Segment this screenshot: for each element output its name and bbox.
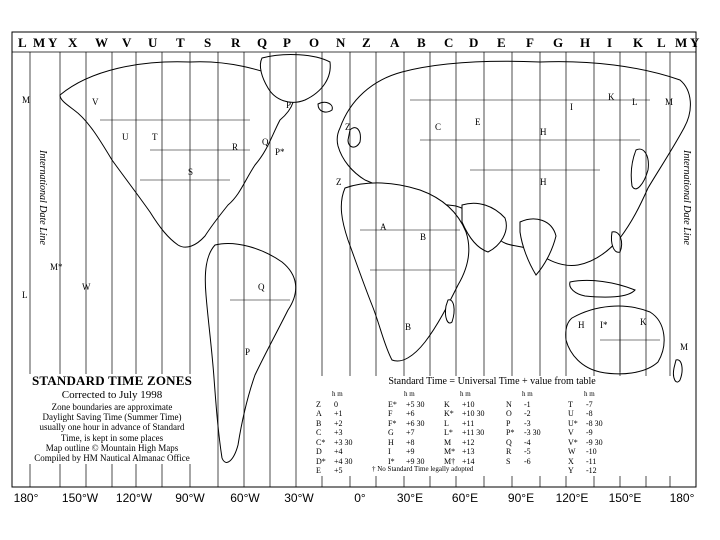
offset-row [506,438,564,448]
zone-letter: P [286,100,292,110]
zone-code: V [568,428,574,437]
longitude-label: 180° [13,491,39,505]
zone-letter: Z [336,177,342,187]
longitude-label: 150°W [61,491,99,505]
zone-letter: W [82,282,91,292]
offset-row [444,438,502,448]
top-zone-letter: H [580,35,591,50]
longitude-label: 120°W [115,491,153,505]
zone-code: L [444,418,449,428]
offset-row [506,409,564,419]
offset-row [568,409,626,419]
zone-code: Z [316,399,321,409]
top-zone-letter: O [309,35,320,50]
offset-row [444,447,502,457]
top-zone-letter: R [231,35,241,50]
zone-letter: B [405,322,412,332]
offset-row [568,419,626,429]
zone-code: A [316,409,322,418]
offset-row [568,438,626,448]
top-zone-letter: Z [362,35,371,50]
top-zone-letter: D [469,35,479,50]
top-zone-letter: E [497,35,506,50]
zone-code: E [316,466,321,475]
longitude-label: 30°W [284,491,314,505]
zone-code: S [506,456,511,466]
offset-row [568,466,626,476]
zone-offset: -1 [524,399,531,409]
zone-letter: L [632,97,638,107]
offset-column-header: h m [460,390,471,398]
zone-offset: +3 [334,428,343,437]
zone-code: W [568,447,576,456]
longitude-label: 150°E [608,491,642,505]
legend-note-4: Time, is kept in some places [60,432,164,443]
offset-row [316,400,374,410]
zone-offset: -2 [524,409,531,418]
idl-label-left: International Date Line [37,150,48,245]
longitude-label: 60°E [451,491,479,505]
top-zone-letter: L [657,35,666,50]
offset-row [568,400,626,410]
zone-offset: +14 [462,456,475,466]
zone-letter: M [22,95,31,105]
zone-letter: T [152,132,158,142]
zone-code: K [444,399,450,409]
madagascar-outline [445,300,454,323]
zone-code: C [316,428,322,437]
longitude-label: 120°E [555,491,589,505]
zone-letter: U [122,132,129,142]
zone-code: K* [444,409,454,418]
offset-row [316,447,374,457]
top-zone-letter: Q [257,35,268,50]
zone-offset: -6 [524,456,531,466]
zone-letter: A [380,222,387,232]
longitude-label: 0° [354,491,366,505]
zone-offset: +2 [334,418,343,428]
top-zone-letter: W [95,35,108,50]
zone-letter: H [540,127,547,137]
offset-row [388,447,446,457]
offset-column [506,390,564,466]
india-outline [520,219,556,275]
zone-offset: +4 [334,447,343,456]
offset-row [316,466,374,476]
zone-offset: +6 30 [406,418,425,428]
zone-letter: Z [345,122,351,132]
zone-offset: +3 30 [334,437,353,447]
offset-table-title: Standard Time = Universal Time + value from table [388,376,596,387]
zone-letter: V [92,97,99,107]
offset-column-header: h m [584,390,595,398]
offset-row [388,419,446,429]
offset-table-note: † No Standard Time legally adopted [372,465,474,473]
zone-code: D* [316,456,326,466]
offset-column [316,390,374,476]
zone-offset: +9 30 [406,456,425,466]
top-zone-letter: A [390,35,400,50]
zone-letter: K [608,92,615,102]
zone-offset: -9 30 [586,437,603,447]
legend-note-2: Daylight Saving Time (Summer Time) [42,411,182,422]
offset-row [506,419,564,429]
zone-offset: +6 [406,409,415,418]
zone-code: R [506,447,512,456]
zone-code: F [388,409,393,418]
zone-offset: -8 [586,409,593,418]
offset-row [506,400,564,410]
zone-letter: M* [50,262,63,272]
zone-code: Q [506,437,512,447]
offset-row [316,428,374,438]
zone-letter: H [540,177,547,187]
zone-code: Y [568,466,574,475]
offset-row [444,400,502,410]
longitude-label: 30°E [396,491,424,505]
zone-code: X [568,456,574,466]
zone-letter: H [578,320,585,330]
zone-letter: I [570,102,573,112]
offset-table [312,376,672,476]
zone-letter: M [665,97,674,107]
longitude-label: 90°W [175,491,205,505]
offset-row [568,457,626,467]
zone-code: U* [568,418,578,428]
zone-offset: -12 [586,466,597,475]
africa-outline [341,183,469,361]
longitude-label: 180° [669,491,695,505]
zone-code: M [444,437,452,447]
offset-row [568,428,626,438]
legend-note-3: usually one hour in advance of Standard [39,422,185,433]
zone-letter: P* [275,147,285,157]
offset-column-header: h m [404,390,415,398]
zone-offset: -3 30 [524,428,541,437]
top-zone-letter: C [444,35,454,50]
zone-code: V* [568,437,578,447]
offset-row [506,457,564,467]
idl-label-right: International Date Line [681,150,692,245]
zone-code: D [316,447,322,456]
zone-code: B [316,418,322,428]
zone-offset: -4 [524,437,531,447]
legend-title: STANDARD TIME ZONES [31,373,193,388]
offset-row [506,428,564,438]
zone-letter: E [475,117,481,127]
zone-offset: -3 [524,418,531,428]
offset-row [444,409,502,419]
longitude-label: 60°W [230,491,260,505]
zone-offset: -7 [586,399,593,409]
offset-row [388,409,446,419]
zone-offset: +10 [462,399,475,409]
top-zone-letter: P [283,35,291,50]
zone-offset: +1 [334,409,343,418]
offset-row [444,428,502,438]
legend-subtitle: Corrected to July 1998 [61,388,163,401]
top-zone-letter: G [553,35,564,50]
south-america-outline [205,244,295,463]
offset-row [316,457,374,467]
zone-code: O [506,409,512,418]
zone-code: I* [388,456,395,466]
legend-box [22,374,202,464]
zone-letter: Q [262,137,269,147]
offset-column-header: h m [332,390,343,398]
north-america-outline [60,62,295,247]
zone-offset: +7 [406,428,415,437]
zone-offset: +10 30 [462,409,485,418]
zone-code: P [506,418,511,428]
top-zone-letter: K [633,35,644,50]
offset-row [506,447,564,457]
zone-code: M† [444,456,456,466]
top-zone-letter: F [526,35,534,50]
zone-offset: +9 [406,447,415,456]
offset-row [316,438,374,448]
offset-row [316,409,374,419]
zone-offset: 0 [334,399,338,409]
top-zone-letter: Y [48,35,58,50]
offset-row [388,400,446,410]
top-zone-letter: U [148,35,158,50]
zone-code: I [388,447,391,456]
bottom-longitude-labels [14,491,695,505]
zone-offset: +4 30 [334,456,353,466]
offset-column [388,390,446,466]
zone-letter: S [188,167,194,177]
top-zone-letter: I [607,35,613,50]
zone-letter: R [232,142,239,152]
zone-offset: -10 [586,447,597,456]
zone-offset: +5 30 [406,399,425,409]
offset-row [388,438,446,448]
zone-code: N [506,399,512,409]
offset-row [568,447,626,457]
zone-code: M* [444,447,456,456]
legend-credit-2: Compiled by HM Nautical Almanac Office [34,453,190,464]
top-zone-letter: T [176,35,185,50]
zone-code: P* [506,428,515,437]
zone-offset: -9 [586,428,593,437]
top-zone-letter: N [336,35,346,50]
zone-letter: M [680,342,689,352]
top-zone-letter: L [18,35,27,50]
top-zone-letter: M [675,35,688,50]
longitude-label: 90°E [507,491,535,505]
offset-column [568,390,626,476]
zone-offset: -8 30 [586,418,603,428]
zone-letter: Q [258,282,265,292]
zone-code: T [568,399,573,409]
top-zone-letter: V [122,35,132,50]
zone-offset: -11 [586,456,597,466]
offset-row [316,419,374,429]
zone-offset: +11 [462,418,475,428]
offset-row [388,428,446,438]
zone-letter: P [245,347,251,357]
zone-offset: +8 [406,437,415,447]
zone-code: G [388,428,394,437]
top-zone-letter: M [33,35,46,50]
iceland-outline [318,102,332,112]
zone-offset: +5 [334,466,343,475]
offset-column-header: h m [522,390,533,398]
top-zone-letter: B [417,35,426,50]
top-zone-letter: S [204,35,212,50]
zone-letter: B [420,232,427,242]
zone-code: H [388,437,394,447]
zone-offset: +12 [462,437,475,447]
legend-credit-1: Map outline © Mountain High Maps [45,442,179,453]
indonesia-outline [570,280,635,297]
zone-offset: +13 [462,447,475,456]
offset-column [444,390,502,466]
zone-code: E* [388,399,397,409]
offset-row [444,419,502,429]
zone-letter: C [435,122,442,132]
zone-code: F* [388,418,397,428]
zone-code: U [568,409,574,418]
zone-letter: K [640,317,647,327]
zone-offset: -5 [524,447,531,456]
new-zealand-outline [673,360,682,382]
top-zone-letter: X [68,35,78,50]
zone-offset: +11 30 [462,428,485,437]
legend-note-1: Zone boundaries are approximate [51,401,173,412]
top-zone-letter: Y [690,35,700,50]
top-zone-letters [18,35,700,50]
zone-letter: I* [600,320,608,330]
zone-code: L* [444,428,453,437]
zone-letter: L [22,290,28,300]
zone-code: C* [316,437,326,447]
